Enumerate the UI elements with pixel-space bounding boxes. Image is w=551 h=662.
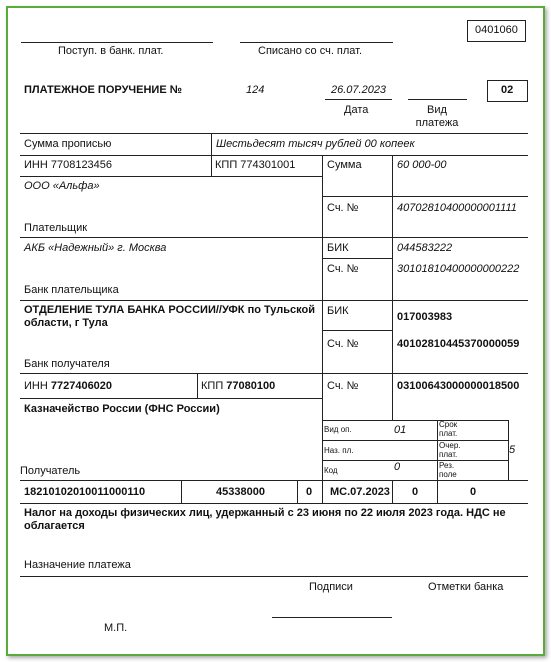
rule	[392, 480, 393, 503]
payer-bank-bik: 044583222	[397, 242, 453, 254]
rule	[20, 300, 528, 301]
payee-account-label: Сч. №	[327, 380, 359, 392]
term-label: Срок плат.	[439, 420, 458, 438]
tax-field-oktmo: 45338000	[216, 486, 265, 498]
payer-bank-account: 30101810400000000222	[397, 263, 520, 275]
payer-bank-account-label: Сч. №	[327, 263, 359, 275]
payee-label: Получатель	[20, 465, 81, 477]
rule	[322, 258, 392, 259]
rule	[197, 373, 198, 398]
tax-field-doc-date: 0	[470, 486, 477, 498]
rule	[322, 155, 323, 503]
tax-field-doc-number: 0	[412, 486, 419, 498]
payee-bank-bik: 017003983	[397, 311, 453, 323]
document-number: 124	[246, 84, 265, 96]
status-code: 02	[501, 84, 514, 96]
tax-field-kbk: 18210102010011000110	[24, 486, 146, 498]
payee-name: Казначейство России (ФНС России)	[24, 403, 220, 415]
rule	[20, 576, 528, 577]
payee-bank-account-label: Сч. №	[327, 338, 359, 350]
payer-account: 40702810400000001111	[397, 202, 517, 214]
payer-bank-label: Банк плательщика	[24, 284, 119, 296]
rule	[20, 480, 528, 481]
debited-line	[240, 42, 393, 43]
payment-purpose: Налог на доходы физических лиц, удержанный с 23 июня по 22 июля 2023 года. НДС не облагается	[24, 507, 506, 532]
received-label: Поступ. в банк. плат.	[58, 45, 164, 57]
amount-value: 60 000-00	[397, 159, 447, 171]
rule	[211, 155, 212, 176]
form-code: 0401060	[475, 24, 518, 36]
rule	[437, 420, 438, 480]
order-value: 5	[509, 444, 516, 456]
payee-bank-label: Банк получателя	[24, 358, 110, 370]
rule	[322, 330, 392, 331]
debited-label: Списано со сч. плат.	[258, 45, 363, 57]
bank-marks-label: Отметки банка	[428, 581, 504, 593]
order-label: Очер. плат.	[439, 441, 461, 459]
rule	[392, 155, 393, 420]
rule	[437, 480, 438, 503]
payee-account: 03100643000000018500	[397, 380, 520, 392]
payer-inn: ИНН 7708123456	[24, 159, 113, 171]
purpose-label: Назначение платежа	[24, 559, 131, 571]
payer-label: Плательщик	[24, 222, 88, 234]
rule	[322, 420, 508, 421]
payment-type-label: Вид платежа	[415, 104, 459, 129]
stamp-label: М.П.	[104, 622, 128, 634]
code-label: Код	[324, 466, 338, 475]
rule	[211, 133, 212, 155]
rule	[322, 440, 508, 441]
payee-inn-label: ИНН	[24, 380, 48, 392]
payee-bank-bik-label: БИК	[327, 305, 349, 317]
tax-field-basis: 0	[306, 486, 313, 498]
rule	[322, 460, 508, 461]
payer-kpp: КПП 774301001	[215, 159, 296, 171]
payer-bank-name: АКБ «Надежный» г. Москва	[24, 242, 167, 254]
amount-label: Сумма	[327, 159, 362, 171]
payee-kpp-row	[201, 380, 275, 392]
amount-words-label: Сумма прописью	[24, 138, 112, 150]
document-title: ПЛАТЕЖНОЕ ПОРУЧЕНИЕ №	[24, 84, 182, 96]
payee-inn: 7727406020	[50, 380, 113, 392]
op-type-label: Вид оп.	[324, 425, 352, 434]
payer-name: ООО «Альфа»	[24, 180, 100, 192]
payee-kpp: 77080100	[226, 380, 276, 392]
rule	[322, 196, 528, 197]
rule	[181, 480, 182, 503]
date-line	[325, 99, 392, 100]
rule	[20, 155, 528, 156]
rule	[20, 503, 528, 504]
rule	[20, 398, 322, 399]
rule	[20, 133, 528, 134]
rule	[20, 373, 528, 374]
payee-bank-account: 40102810445370000059	[397, 338, 520, 350]
payee-inn-row	[24, 380, 112, 392]
received-line	[21, 42, 213, 43]
code-value: 0	[394, 461, 401, 473]
payee-bank-name: ОТДЕЛЕНИЕ ТУЛА БАНКА РОССИИ//УФК по Тульской области, г Тула	[24, 304, 315, 329]
signatures-label: Подписи	[309, 581, 353, 593]
date-label: Дата	[344, 104, 369, 116]
rule	[20, 237, 528, 238]
purpose-code-label: Наз. пл.	[324, 446, 354, 455]
payee-kpp-label: КПП	[201, 380, 224, 392]
amount-words: Шестьдесят тысяч рублей 00 копеек	[216, 138, 415, 150]
signature-line	[272, 617, 392, 618]
payer-bank-bik-label: БИК	[327, 242, 349, 254]
rule	[20, 176, 322, 177]
payer-account-label: Сч. №	[327, 202, 359, 214]
document-date: 26.07.2023	[331, 84, 387, 96]
payment-type-line	[408, 99, 467, 100]
reserve-label: Рез. поле	[439, 461, 457, 479]
op-type: 01	[394, 424, 407, 436]
rule	[297, 480, 298, 503]
tax-field-period: МС.07.2023	[330, 486, 390, 498]
